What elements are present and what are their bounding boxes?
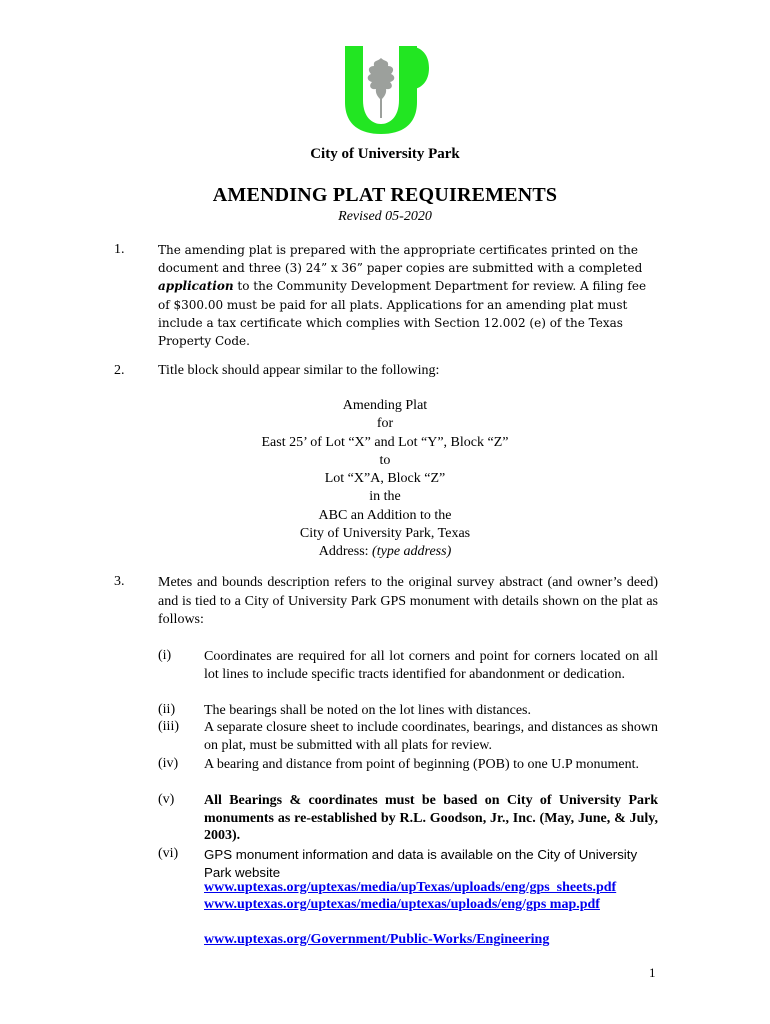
gps-map-link[interactable]: www.uptexas.org/uptexas/media/uptexas/uploads/eng/gps map.pdf: [204, 897, 600, 912]
title-block-line: Lot “X”A, Block “Z”: [324, 471, 446, 487]
subitem-text: Coordinates are required for all lot corners and point for corners located on all lot lines to include specific tracts identified for abandonment or dedication.: [204, 649, 658, 682]
subitem-numeral: (iv): [158, 756, 179, 771]
item-3-number: 3.: [114, 574, 125, 589]
subitem-text: A bearing and distance from point of beginning (POB) to one U.P monument.: [204, 757, 639, 772]
application-emphasis: application: [158, 279, 234, 294]
subitem-numeral: (ii): [158, 702, 176, 717]
address-label: Address:: [318, 544, 373, 560]
oak-leaf-icon: [368, 58, 395, 118]
city-name: City of University Park: [310, 146, 460, 162]
subitem-numeral: (v): [158, 792, 175, 807]
subitem-numeral: (iii): [158, 719, 179, 734]
item-2-text: Title block should appear similar to the following:: [158, 363, 440, 378]
subitem-text: The bearings shall be noted on the lot lines with distances.: [204, 703, 531, 718]
item-3-text: Metes and bounds description refers to the original survey abstract (and owner’s deed) and is tied to a City of University Park GPS monument with details shown on the plat as follows:: [158, 575, 658, 627]
item-1-number: 1.: [114, 242, 125, 257]
item-1-text-before: The amending plat is prepared with the appropriate certificates printed on the document and three (3) 24” x 36” paper copies are submitted with a completed: [158, 243, 643, 276]
title-block-line: for: [376, 416, 394, 432]
title-block-line: in the: [369, 489, 401, 505]
engineering-link[interactable]: www.uptexas.org/Government/Public-Works/Engineering: [204, 932, 550, 947]
item-1-text: [158, 241, 658, 350]
subitem-numeral: (vi): [158, 846, 179, 861]
subitem-text-bold: All Bearings & coordinates must be based on City of University Park monuments as re-established by R.L. Goodson, Jr., Inc. (May, June, & July, 2003).: [204, 793, 658, 844]
subitem-text: A separate closure sheet to include coordinates, bearings, and distances as shown on plat, must be submitted with all plats for review.: [204, 720, 658, 753]
title-block-line: to: [379, 452, 391, 468]
title-block-line: ABC an Addition to the: [318, 507, 452, 523]
revision-date: Revised 05-2020: [338, 209, 432, 224]
address-value: (type address): [372, 544, 452, 560]
title-block-line: East 25’ of Lot “X” and Lot “Y”, Block “Z”: [261, 434, 509, 450]
title-block-address: [0, 543, 770, 561]
item-2-number: 2.: [114, 363, 125, 378]
up-letters: [345, 46, 429, 134]
subitem-text: GPS monument information and data is available on the City of University Park website: [204, 847, 638, 880]
item-1-text-after: to the Community Development Department for review. A filing fee of $300.00 must be paid for all plats. Applications for an amending plat must include a tax certificate which complies with Section 12.002 (e) of the Texas Property Code.: [158, 279, 647, 349]
subitem-numeral: (i): [158, 648, 172, 663]
university-park-logo: [343, 44, 429, 134]
title-block-line: City of University Park, Texas: [299, 526, 471, 542]
title-block-line: Amending Plat: [342, 398, 428, 413]
page-number: 1: [649, 965, 656, 980]
page-title: AMENDING PLAT REQUIREMENTS: [212, 184, 558, 206]
title-block-example: [0, 397, 770, 562]
gps-sheets-link[interactable]: www.uptexas.org/uptexas/media/upTexas/uploads/eng/gps_sheets.pdf: [204, 880, 617, 895]
